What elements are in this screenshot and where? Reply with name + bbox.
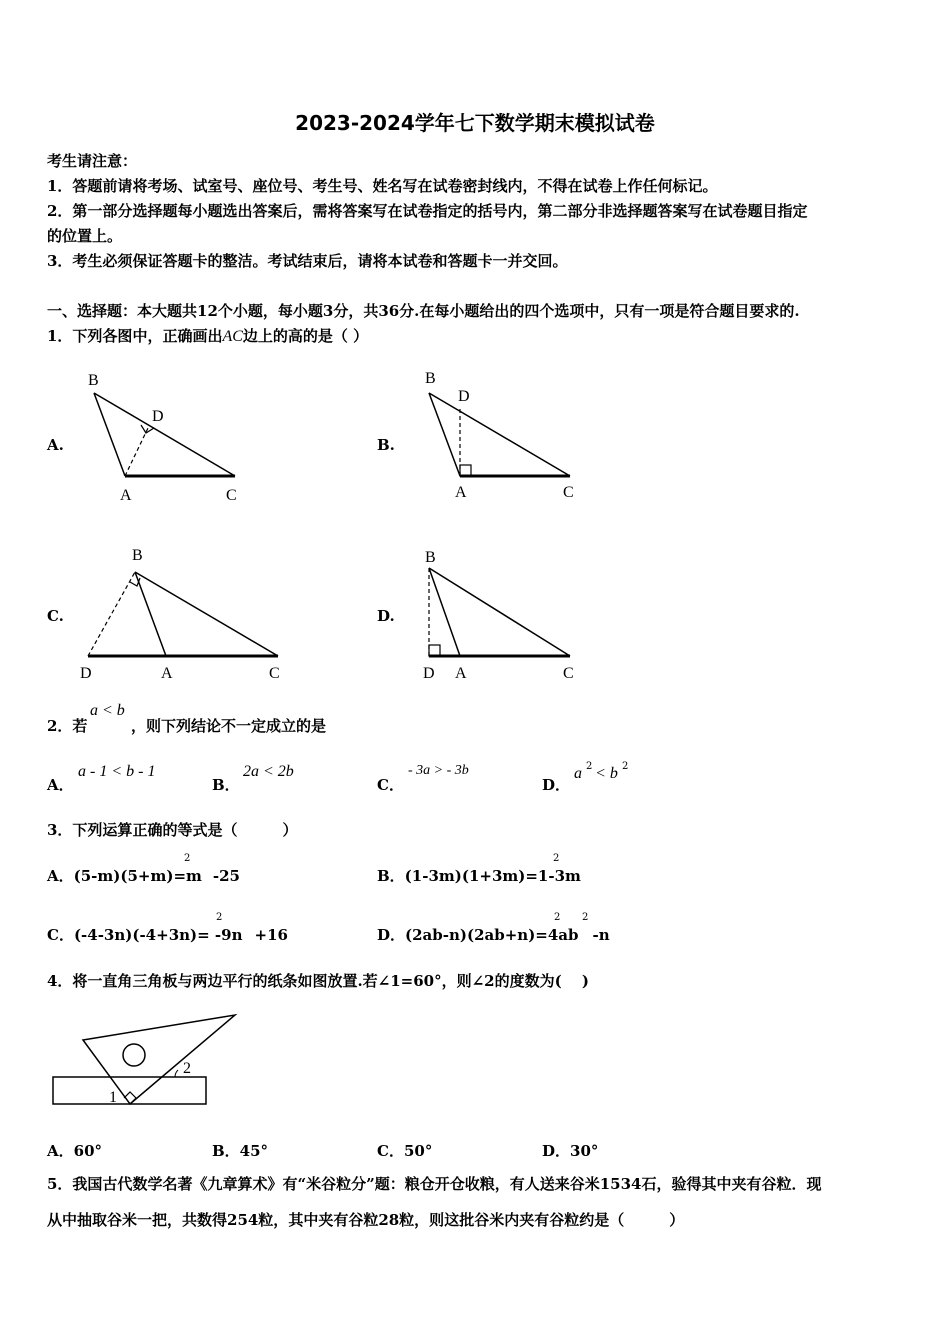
q4-figure: [45, 1008, 245, 1113]
q3b-exp: 2: [553, 853, 560, 864]
q1b-label-b: B: [425, 370, 436, 387]
question-1-stem: [47, 326, 368, 347]
question-5-line-1: 5．我国古代数学名著《九章算术》有“米谷粒分”题：粮仓开仓收粮，有人送来谷米1534石，验得其中夹有谷粒．现: [47, 1175, 822, 1193]
q1d-label-a: A: [455, 665, 467, 682]
q3d-tail: -n: [592, 926, 610, 944]
q3b-main: B．(1-3m)(1+3m)=1-3m: [377, 867, 581, 885]
q2-stem-math: a < b: [90, 702, 125, 719]
q1-option-b-label: B.: [377, 436, 395, 454]
q4-angle-2: 2: [183, 1060, 191, 1077]
q1c-label-c: C: [269, 665, 280, 682]
q4-option-c: C．50°: [377, 1142, 433, 1160]
q3a-tail: -25: [212, 867, 240, 885]
q3a-exp: 2: [184, 853, 191, 864]
q1-figure-a: [70, 365, 270, 510]
q1c-label-b: B: [132, 547, 143, 564]
q1-option-a-label: A.: [47, 436, 64, 454]
q2-option-a-math: a - 1 < b - 1: [78, 763, 156, 780]
q4-option-a: A．60°: [47, 1142, 103, 1160]
question-3-stem: 3．下列运算正确的等式是（ ）: [47, 821, 298, 839]
q2-stem-after: ，则下列结论不一定成立的是: [131, 717, 327, 735]
q1a-label-d: D: [152, 408, 164, 425]
q2-option-c-label: C．: [377, 776, 404, 794]
q1a-label-b: B: [88, 372, 99, 389]
q1b-label-a: A: [455, 484, 467, 501]
q3-option-a: [47, 866, 240, 886]
q3d-main: D．(2ab-n)(2ab+n)=4ab: [377, 926, 579, 944]
q3c-exp: 2: [216, 912, 223, 923]
q4-option-b: B．45°: [212, 1142, 269, 1160]
q3c-main: C．(-4-3n)(-4+3n)= -9n: [47, 926, 243, 944]
section-heading: 一、选择题：本大题共12个小题，每小题3分，共36分.在每小题给出的四个选项中，只有一项是符合题目要求的.: [47, 302, 800, 320]
q1b-label-d: D: [458, 388, 470, 405]
q1-figure-b: [405, 365, 605, 510]
q1d-label-d: D: [423, 665, 435, 682]
q1a-label-a: A: [120, 487, 132, 504]
q1d-label-b: B: [425, 549, 436, 566]
q4-option-d: D．30°: [542, 1142, 599, 1160]
q1-figure-c: [70, 540, 290, 685]
q3a-main: A．(5-m)(5+m)=m: [47, 867, 202, 885]
q2d-exp-a: 2: [586, 761, 593, 772]
question-2-stem: [47, 716, 87, 736]
q3c-tail: +16: [254, 926, 288, 944]
q2d-b: < b: [595, 765, 618, 782]
q1c-label-a: A: [161, 665, 173, 682]
q2-option-c-math: - 3a > - 3b: [408, 763, 469, 778]
q1-stem-before: 1．下列各图中，正确画出: [47, 327, 223, 345]
q1-stem-after: 边上的高的是（ ）: [242, 327, 369, 345]
q3-option-c: [47, 925, 288, 945]
q1-figure-d: [405, 540, 605, 685]
q1-stem-math: AC: [222, 328, 243, 345]
q2-option-b-math: 2a < 2b: [243, 763, 294, 780]
notice-heading: 考生请注意：: [47, 152, 138, 170]
q2-option-b-label: B．: [212, 776, 240, 794]
q2-stem-before: 2．若: [47, 717, 88, 735]
question-5-line-2: 从中抽取谷米一把，共数得254粒，其中夹有谷粒28粒，则这批谷米内夹有谷粒约是（ ）: [47, 1211, 685, 1229]
q1a-label-c: C: [226, 487, 237, 504]
q3d-exp-2: 2: [582, 912, 589, 923]
q4-angle-1: 1: [109, 1089, 117, 1106]
notice-item-1: 1．答题前请将考场、试室号、座位号、考生号、姓名写在试卷密封线内，不得在试卷上作任何标记。: [47, 177, 718, 195]
q3-option-b: [377, 866, 581, 886]
q1-option-d-label: D.: [377, 607, 395, 625]
q1d-label-c: C: [563, 665, 574, 682]
notice-item-2: 2．第一部分选择题每小题选出答案后，需将答案写在试卷指定的括号内，第二部分非选择题答案写在试卷题目指定: [47, 202, 808, 220]
page-title: 2023-2024学年七下数学期末模拟试卷: [295, 111, 655, 135]
q3d-exp-1: 2: [554, 912, 561, 923]
q2-option-d-label: D．: [542, 776, 571, 794]
question-4-stem: 4．将一直角三角板与两边平行的纸条如图放置.若∠1=60°，则∠2的度数为( ): [47, 972, 590, 990]
q2d-exp-b: 2: [622, 761, 629, 772]
q2d-a: a: [574, 765, 582, 782]
q1c-label-d: D: [80, 665, 92, 682]
notice-item-3: 3．考生必须保证答题卡的整洁。考试结束后，请将本试卷和答题卡一并交回。: [47, 252, 568, 270]
q3-option-d: [377, 925, 610, 945]
notice-item-2-cont: 的位置上。: [47, 227, 123, 245]
q2-option-a-label: A．: [47, 776, 74, 794]
q1b-label-c: C: [563, 484, 574, 501]
q1-option-c-label: C.: [47, 607, 64, 625]
q2-option-d-math: [574, 761, 629, 783]
